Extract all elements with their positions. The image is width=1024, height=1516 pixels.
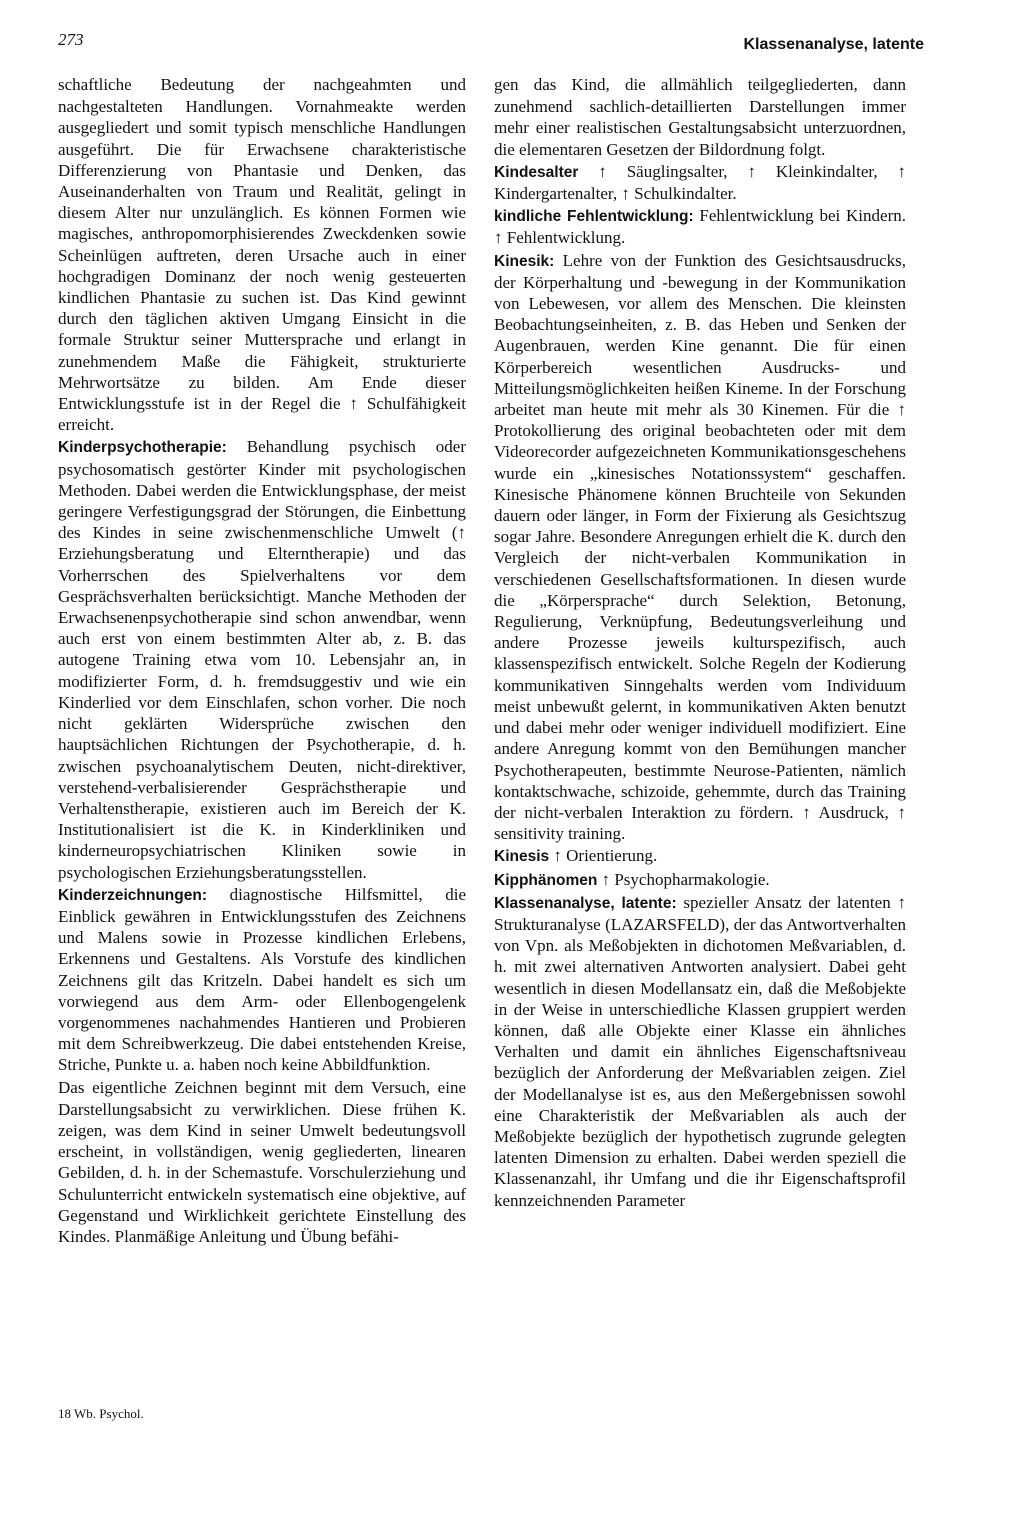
entry-text: ↑ Säuglingsalter, ↑ Kleinkindalter, ↑ Kindergartenalter, ↑ Schulkindalter.	[494, 161, 907, 204]
entry-kindliche-fehlentwicklung	[494, 205, 906, 248]
entry-text: Fehlentwicklung bei Kindern. ↑ Fehlentwicklung.	[494, 206, 906, 248]
entry-term: kindliche Fehlentwicklung:	[494, 208, 694, 226]
entry-kinderpsychotherapie	[58, 436, 466, 882]
entry-term: Kindesalter	[494, 163, 579, 181]
left-paragraph-4	[58, 1077, 466, 1248]
left-column	[58, 74, 466, 1248]
page-number: 273	[58, 30, 84, 49]
entry-klassenanalyse	[494, 892, 906, 1211]
left-paragraph-1	[58, 74, 466, 435]
footer-signature: 18 Wb. Psychol.	[58, 1406, 144, 1421]
entry-text: spezieller Ansatz der latenten ↑ Strukturanalyse (LAZARSFELD), der das Antwortverhalten von Vpn. als Meßobjekten in dichotomen Meßvariablen, d. h. mit zwei alternativen Antworten analysiert. Dabei geht wesentlich in diesen Modellansatz ein, daß die Meßobjekte in der Weise in unterschiedliche Klassen gruppiert werden können, daß alle Objekte einer Klasse ein ähnliches Verhalten und damit ein ähnliches Eigenschaftsniveau bezüglich der Anforderung der Meßvariablen zeigen. Ziel der Modellanalyse ist es, aus den Meßergebnissen sowohl eine Charakteristik der Meßvariablen als auch der Meßobjekte bezüglich der hypothetisch zugrunde gelegten latenten Dimension zu erhalten. Dabei werden speziell die Klassenanzahl, ihr Umfang und die ihr Eigenschaftsprofil kennzeichnenden Parameter	[494, 892, 906, 1210]
entry-term: Kinesis	[494, 848, 550, 866]
entry-text: schaftliche Bedeutung der nachgeahmten und nachgestalteten Handlungen. Vornahmeakte werden ausgegliedert und somit typisch menschliche Handlungen ausgeführt. Die für Erwachsene charakteristische Differenzierung von Phantasie und Denken, das Auseinanderhalten von Traum und Realität, gelingt in diesem Alter nur unzulänglich. Es können Formen wie magisches, anthropomorphisierendes Zweckdenken sowie Scheinlügen auftreten, deren Ursache auch in einer hochgradigen Dominanz der noch wenig gesteuerten kindlichen Phantasie zu suchen ist. Das Kind gewinnt durch den täglichen aktiven Umgang Einsicht in die formale Struktur seiner Muttersprache und erlangt in zunehmendem Maße die Fähigkeit, strukturierte Mehrwortsätze zu bilden. Am Ende dieser Entwicklungsstufe ist in der Regel die ↑ Schulfähigkeit erreicht.	[58, 75, 466, 435]
entry-text: Lehre von der Funktion des Gesichtsausdrucks, der Körperhaltung und -bewegung in der Kommunikation von Lebewesen, vor allem des Menschen. Die kleinsten Beobachtungseinheiten, z. B. das Heben und Senken der Augenbrauen, werden Kine genannt. Die für einen Körperbereich wesentlichen Ausdrucks- und Mitteilungsmöglichkeiten heißen Kineme. In der Forschung arbeitet man heute mit mehr als 30 Kinemen. Für die ↑ Protokollierung des original beobachteten oder mit dem Videorecorder aufgezeichneten Kommunikationsgeschehens wurde ein „kinesisches Notationssystem“ geschaffen. Kinesische Phänomene können Bruchteile von Sekunden dauern oder länger, in Form der Fixierung als Gesichtszug sogar Jahre. Besondere Anregungen erhielt die K. durch den Vergleich der nicht-verbalen Kommunikation in verschiedenen Gesellschaftsformationen. In diesen wurde die „Körpersprache“ durch Selektion, Betonung, Regulierung, Verknüpfung, Bedeutungsverleihung und andere Prozesse jeweils kulturspezifisch, auch klassenspezifisch entwickelt. Solche Regeln der Kodierung kommunikativen Sinngehalts werden vom Individuum meist unbewußt gelernt, in kommunikativen Akten benutzt und dabei mehr oder weniger individuell modifiziert. Eine andere Anregung kommt von den Bemühungen mancher Psychotherapeuten, bestimmte Neurose-Patienten, nämlich kontaktschwache, schizoide, gehemmte, durch das Training der nicht-verbalen Interaktion zu fördern. ↑ Ausdruck, ↑ sensitivity training.	[494, 250, 907, 844]
entry-kipphaenomen	[494, 869, 906, 891]
entry-kindesalter	[494, 161, 906, 204]
entry-term: Kinderzeichnungen:	[58, 886, 207, 904]
right-paragraph-1	[494, 74, 906, 160]
entry-term: Klassenanalyse, latente:	[494, 894, 677, 912]
entry-kinesik	[494, 250, 906, 845]
entry-text: Das eigentliche Zeichnen beginnt mit dem Versuch, eine Darstellungsabsicht zu verwirklichen. Diese frühen K. zeigen, was dem Kind in seiner Umwelt bedeutungsvoll erscheint, in vollständigen, wenig gegliederten, linearen Gebilden, d. h. in der Schemastufe. Vorschulerziehung und Schulunterricht entwickeln systematisch eine objektive, auf Gegenstand und Wirklichkeit gerichtete Einstellung des Kindes. Planmäßige Anleitung und Übung befähi-	[58, 1077, 466, 1246]
entry-text: Behandlung psychisch oder psychosomatisch gestörter Kinder mit psychologischen Methoden. Dabei werden die Entwicklungsphase, der meist geringere Verfestigungsgrad der Störungen, die Einbettung des Kindes in seine zwischenmenschliche Umwelt (↑ Erziehungsberatung und Elterntherapie) und das Vorherrschen des Spielverhaltens vor dem Gesprächsverhalten berücksichtigt. Manche Methoden der Erwachsenenpsychotherapie sind schon anwendbar, wenn auch erst von einem bestimmten Alter ab, z. B. das autogene Training etwa vom 10. Lebensjahr an, in modifizierter Form, d. h. fremdsuggestiv und wie ein Kinderlied vor dem Einschlafen, schon vorher. Die noch nicht geklärten Widersprüche zwischen den hauptsächlichen Richtungen der Psychotherapie, d. h. zwischen psychoanalytischem Deuten, nicht-direktiver, verstehend-verbalisierender Gesprächstherapie und Verhaltenstherapie, existieren auch im Bereich der K. Institutionalisiert ist die K. in Kinderkliniken und kinderneuropsychiatrischen Kliniken sowie in psychologischen Erziehungsberatungsstellen.	[58, 437, 467, 882]
entry-text: diagnostische Hilfsmittel, die Einblick gewähren in Entwicklungsstufen des Zeichnens und Malens sowie in Prozesse kindlichen Erlebens, Erkennens und Gestaltens. Als Vorstufe des kindlichen Zeichnens gilt das Kritzeln. Dabei handelt es sich um vorwiegend aus dem Arm- oder Ellenbogengelenk vorgenommenes nachahmendes Hantieren und Probieren mit dem Schreibwerkzeug. Die dabei entstehenden Kreise, Striche, Punkte u. a. haben noch keine Abbildfunktion.	[58, 884, 467, 1075]
running-head: Klassenanalyse, latente	[743, 36, 924, 53]
entry-text: gen das Kind, die allmählich teilgegliederten, dann zunehmend sachlich-detaillierten Darstellungen immer mehr einer realistischen Gestaltungsabsicht unterzuordnen, die elementaren Gesetzen der Bildordnung folgt.	[494, 75, 906, 159]
entry-kinesis	[494, 845, 906, 867]
entry-text: ↑ Psychopharmakologie.	[601, 869, 770, 889]
entry-term: Kipphänomen	[494, 871, 598, 889]
right-column	[494, 74, 906, 1212]
entry-term: Kinesik:	[494, 252, 555, 270]
entry-kinderzeichnungen	[58, 884, 466, 1076]
entry-text: ↑ Orientierung.	[553, 846, 658, 866]
entry-term: Kinderpsychotherapie:	[58, 439, 227, 457]
